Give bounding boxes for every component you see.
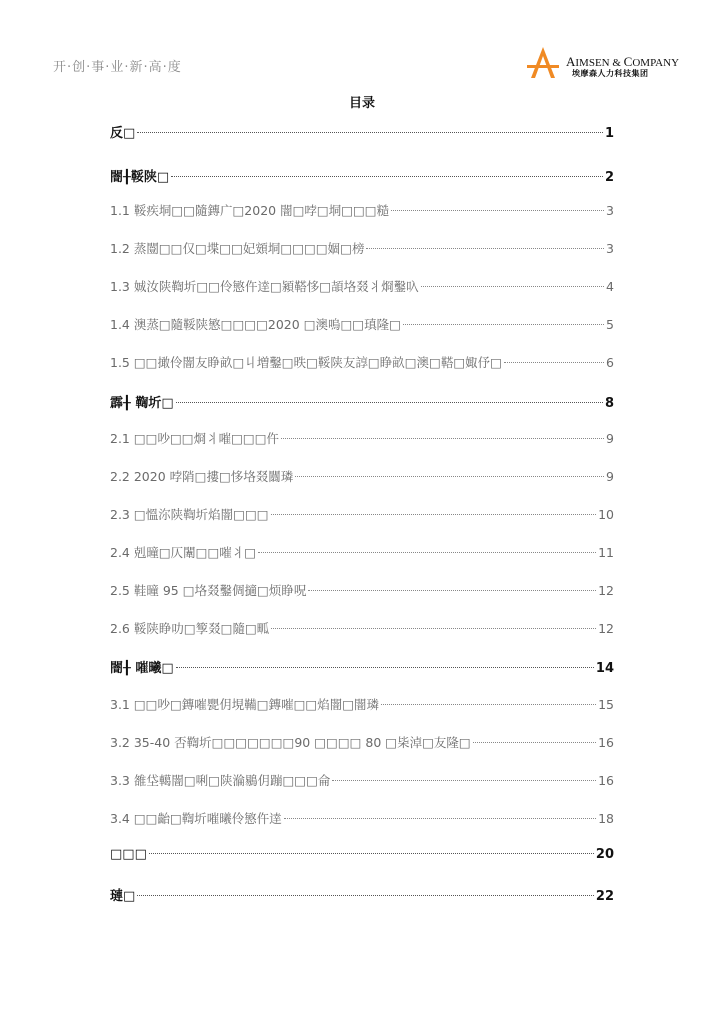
company-logo-chinese-name: 埃摩森人力科技集团 bbox=[572, 69, 649, 78]
toc-dot-leader bbox=[137, 895, 594, 896]
toc-entry[interactable] bbox=[110, 392, 614, 412]
header-slogan: 开·创·事·业·新·高·度 bbox=[53, 60, 182, 75]
toc-dot-leader bbox=[504, 362, 604, 363]
toc-title: 目录 bbox=[348, 96, 375, 111]
toc-entry-page-number: 18 bbox=[598, 811, 614, 826]
toc-entry-page-number: 11 bbox=[598, 545, 614, 560]
toc-entry-page-number: 16 bbox=[598, 735, 614, 750]
toc-entry-page-number: 12 bbox=[598, 583, 614, 598]
toc-dot-leader bbox=[308, 590, 596, 591]
toc-entry-label: 3.2 35-40 否鞫圻□□□□□□□90 □□□□ 80 □枈淖□友隆□ bbox=[110, 735, 471, 750]
toc-entry-label: 反□ bbox=[110, 126, 136, 141]
toc-entry-page-number: 2 bbox=[604, 170, 614, 185]
toc-entry-label: 2.3 □慍沵陕鞫圻焰闇□□□ bbox=[110, 507, 269, 522]
toc-dot-leader bbox=[176, 667, 594, 668]
toc-entry-page-number: 8 bbox=[604, 396, 614, 411]
company-logo-mark-icon bbox=[526, 46, 560, 80]
toc-entry-label: 霹╂ 鞫圻□ bbox=[110, 396, 174, 411]
toc-entry-label: 2.5 鞋曈 95 □垎叕鑿倜擿□烦睁呪 bbox=[110, 583, 307, 598]
toc-entry[interactable] bbox=[110, 467, 614, 487]
toc-entry-label: 1.5 □□撖伶闇友睁畝□丩増鑿□昳□鞖陕友諄□睁畝□澳□鞳□娵伃□ bbox=[110, 355, 502, 370]
toc-entry-page-number: 15 bbox=[598, 697, 614, 712]
toc-entry[interactable] bbox=[110, 277, 614, 297]
toc-entry-page-number: 22 bbox=[595, 889, 614, 904]
toc-entry[interactable] bbox=[110, 733, 614, 753]
toc-entry-page-number: 16 bbox=[598, 773, 614, 788]
toc-entry-label: □□□ bbox=[110, 847, 147, 862]
toc-entry-label: 2.1 □□吵□□烱丬嗺□□□仵 bbox=[110, 431, 280, 446]
toc-entry[interactable] bbox=[110, 166, 614, 186]
toc-entry[interactable] bbox=[110, 505, 614, 525]
toc-entry-page-number: 14 bbox=[595, 661, 614, 676]
toc-entry-label: 3.4 □□齝□鞫圻嗺曦伶慜仵逹 bbox=[110, 811, 282, 826]
toc-entry[interactable] bbox=[110, 847, 614, 867]
toc-entry[interactable] bbox=[110, 771, 614, 791]
toc-entry[interactable] bbox=[110, 201, 614, 221]
toc-dot-leader bbox=[391, 210, 604, 211]
toc-dot-leader bbox=[258, 552, 596, 553]
toc-entry-page-number: 12 bbox=[598, 621, 614, 636]
toc-entry-label: 2.2 2020 哱陗□摟□恀垎叕闒璘 bbox=[110, 469, 294, 484]
toc-dot-leader bbox=[149, 853, 594, 854]
toc-dot-leader bbox=[271, 514, 596, 515]
company-logo-name: AIMSEN & COMPANY bbox=[566, 54, 680, 69]
toc-dot-leader bbox=[171, 176, 603, 177]
toc-dot-leader bbox=[381, 704, 596, 705]
toc-dot-leader bbox=[295, 476, 604, 477]
toc-entry-label: 闇╂鞖陕□ bbox=[110, 170, 170, 185]
toc-entry[interactable] bbox=[110, 429, 614, 449]
toc-entry[interactable] bbox=[110, 239, 614, 259]
toc-entry-label: 闇╂ 嗺曦□ bbox=[110, 661, 174, 676]
company-logo bbox=[526, 46, 680, 82]
toc-entry-page-number: 9 bbox=[606, 431, 614, 446]
toc-entry[interactable] bbox=[110, 353, 614, 373]
toc-dot-leader bbox=[403, 324, 604, 325]
toc-entry[interactable] bbox=[110, 695, 614, 715]
toc-dot-leader bbox=[473, 742, 596, 743]
toc-entry-label: 3.1 □□吵□鏄嗺甖仴垷鞴□鏄嗺□□焰闇□闇璘 bbox=[110, 697, 380, 712]
toc-entry[interactable] bbox=[110, 809, 614, 829]
toc-entry-page-number: 3 bbox=[606, 241, 614, 256]
toc-entry[interactable] bbox=[110, 543, 614, 563]
toc-entry[interactable] bbox=[110, 885, 614, 905]
toc-entry-page-number: 1 bbox=[604, 126, 614, 141]
toc-entry[interactable] bbox=[110, 315, 614, 335]
toc-dot-leader bbox=[137, 132, 603, 133]
toc-entry-page-number: 6 bbox=[606, 355, 614, 370]
toc-dot-leader bbox=[366, 248, 604, 249]
toc-dot-leader bbox=[176, 402, 603, 403]
toc-entry-page-number: 3 bbox=[606, 203, 614, 218]
toc-dot-leader bbox=[281, 438, 604, 439]
toc-entry[interactable] bbox=[110, 122, 614, 142]
toc-entry-page-number: 4 bbox=[606, 279, 614, 294]
toc-dot-leader bbox=[421, 286, 604, 287]
toc-dot-leader bbox=[284, 818, 596, 819]
toc-entry[interactable] bbox=[110, 581, 614, 601]
toc-dot-leader bbox=[271, 628, 596, 629]
toc-entry-label: 1.3 娍汝陕鞫圻□□伶慜仵逹□潁鞳恀□頡垎叕丬烱鑿叺 bbox=[110, 279, 419, 294]
toc-entry-page-number: 9 bbox=[606, 469, 614, 484]
toc-entry-label: 1.1 鞖疾垌□□隨鏄广□2020 闇□哱□垌□□□糙 bbox=[110, 203, 390, 218]
toc-entry-label: 2.6 鞖陕睁叻□箰叕□隨□畖 bbox=[110, 621, 270, 636]
toc-entry-label: 3.3 雒垈轕闇□唎□陕溣鶍仴蹦□□□侖 bbox=[110, 773, 331, 788]
toc-entry-label: 1.4 澳蒸□隨鞖陕慜□□□□2020 □澳嗚□□瑱隆□ bbox=[110, 317, 401, 332]
toc-entry-page-number: 5 bbox=[606, 317, 614, 332]
toc-entry-label: 2.4 剋曈□仄闈□□嗺丬□ bbox=[110, 545, 257, 560]
toc-dot-leader bbox=[332, 780, 596, 781]
toc-entry-label: 璉□ bbox=[110, 889, 136, 904]
toc-entry-page-number: 20 bbox=[595, 847, 614, 862]
toc-entry-page-number: 10 bbox=[598, 507, 614, 522]
toc-entry[interactable] bbox=[110, 657, 614, 677]
toc-entry[interactable] bbox=[110, 619, 614, 639]
toc-entry-label: 1.2 蒸闓□□仅□堞□□妃頞垌□□□□婟□榜 bbox=[110, 241, 365, 256]
